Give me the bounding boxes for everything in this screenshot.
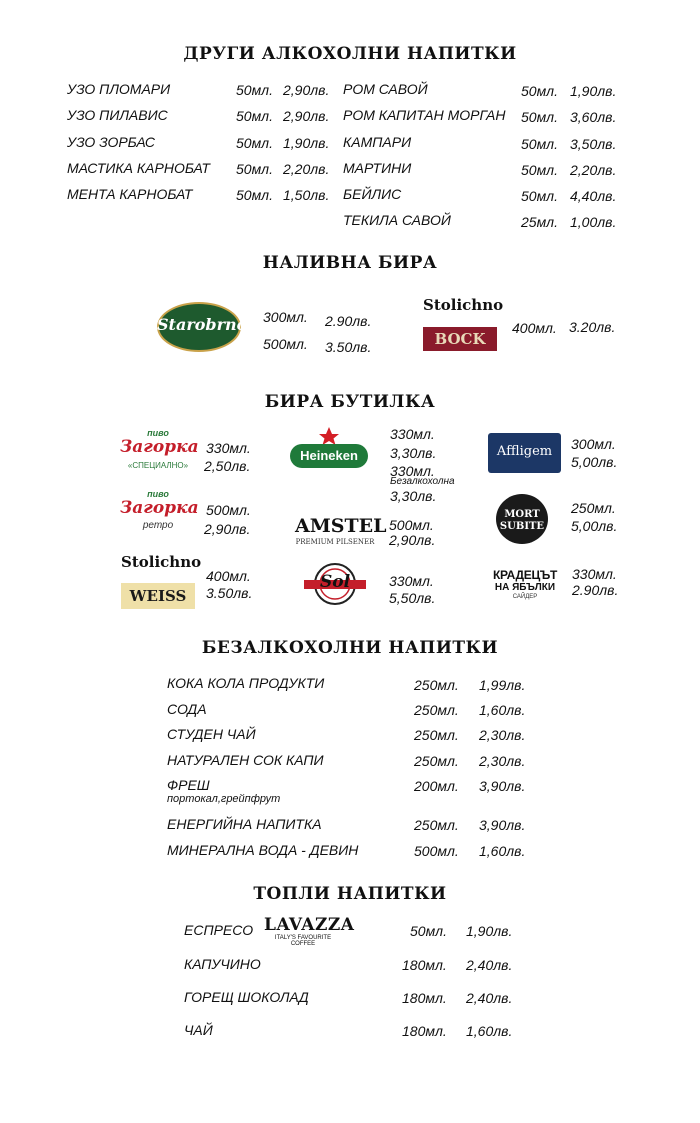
affligem-logo-text: Affligem [496,444,553,459]
item-price: 1,99лв. [479,677,526,693]
item-volume: 250мл. [414,753,459,769]
item-price: 1,50лв. [283,187,330,203]
bottle-price: 5,50лв. [389,590,436,606]
draft-volume: 400мл. [512,320,557,336]
item-volume: 250мл. [414,727,459,743]
bottle-volume: 250мл. [571,500,616,516]
fresh-note: портокал,грейпфрут [167,793,281,805]
amstel-logo-text: AMSTEL [295,515,387,537]
item-price: 1,60лв. [479,843,526,859]
bottle-price: 5,00лв. [571,454,618,470]
item-price: 1,90лв. [570,83,617,99]
section-title-draft-beer: НАЛИВНА БИРА [262,253,438,273]
item-volume: 250мл. [414,702,459,718]
stolichno-bock-logo-bottom: BOCK [423,327,497,351]
item-price: 1,60лв. [466,1023,513,1039]
item-volume: 50мл. [521,136,558,152]
item-price: 3,50лв. [570,136,617,152]
starobrno-logo [157,302,248,352]
zagorka-special-logo [120,428,199,474]
section-title-bottled-beer: БИРА БУТИЛКА [264,392,436,412]
item-name: ЕНЕРГИЙНА НАПИТКА [167,816,322,832]
zagorka-special-logo-top: пиво [147,428,169,438]
bottle-price: 3,30лв. [390,445,437,461]
item-volume: 50мл. [521,188,558,204]
kradetsat-logo-bottom: НА ЯБЪЛКИ [494,582,556,593]
item-volume: 25мл. [521,214,558,230]
sol-logo [302,560,368,608]
item-volume: 180мл. [402,957,447,973]
draft-price: 2.90лв. [325,313,372,329]
bottle-price: 3,30лв. [390,488,437,504]
item-price: 1,60лв. [479,702,526,718]
stolichno-weiss-logo [121,553,202,611]
item-name: СТУДЕН ЧАЙ [167,726,256,742]
mort-subite-logo-top: MORT [504,509,540,520]
item-name: УЗО ЗОРБАС [67,134,155,150]
bottle-price: 5,00лв. [571,518,618,534]
lavazza-logo [264,915,355,947]
item-price: 2,20лв. [570,162,617,178]
item-volume: 500мл. [414,843,459,859]
bottle-volume: 400мл. [206,568,251,584]
item-volume: 50мл. [236,108,273,124]
item-name: ЧАЙ [184,1022,213,1038]
bottle-price: 2.90лв. [572,582,619,598]
starobrno-logo-text: Starobrno [157,315,248,334]
item-volume: 50мл. [236,161,273,177]
item-price: 2,90лв. [283,108,330,124]
stolichno-bock-logo [423,296,504,354]
item-volume: 50мл. [521,109,558,125]
zagorka-special-logo-main: Загорка [120,437,199,457]
draft-price: 3.20лв. [569,319,616,335]
bottle-volume: 330мл. [390,426,435,442]
lavazza-logo-text: LAVAZZA [264,915,355,935]
bottle-volume: 500мл. [206,502,251,518]
kradetsat-logo [493,568,557,604]
item-price: 2,20лв. [283,161,330,177]
item-volume: 250мл. [414,817,459,833]
item-name: НАТУРАЛЕН СОК КАПИ [167,752,324,768]
draft-price: 3.50лв. [325,339,372,355]
item-volume: 200мл. [414,778,459,794]
bottle-price: 3.50лв. [206,585,253,601]
zagorka-retro-logo [120,489,199,533]
kradetsat-logo-top: КРАДЕЦЪТ [493,568,558,582]
item-volume: 50мл. [236,135,273,151]
item-name: УЗО ПЛОМАРИ [67,81,171,97]
item-volume: 250мл. [414,677,459,693]
zagorka-retro-logo-sub: ретро [142,520,174,531]
item-volume: 50мл. [410,923,447,939]
bottle-volume: 500мл. [389,517,434,533]
item-name: КАПУЧИНО [184,956,261,972]
item-volume: 180мл. [402,1023,447,1039]
item-price: 1,90лв. [283,135,330,151]
stolichno-weiss-logo-bottom: WEISS [121,583,195,609]
bottle-volume: 300мл. [571,436,616,452]
item-name: РОМ САВОЙ [343,81,428,97]
lavazza-logo-sub: ITALY'S FAVOURITE COFFEE [274,935,332,947]
item-name: МАСТИКА КАРНОБАТ [67,160,210,176]
item-price: 3,90лв. [479,778,526,794]
item-name: МИНЕРАЛНА ВОДА - ДЕВИН [167,842,359,858]
affligem-logo [488,433,561,473]
item-price: 1,00лв. [570,214,617,230]
item-price: 1,90лв. [466,923,513,939]
draft-volume: 500мл. [263,336,308,352]
item-volume: 180мл. [402,990,447,1006]
bottle-volume: 330мл. [390,463,435,479]
zagorka-retro-logo-top: пиво [147,489,169,499]
bottle-price: 2,50лв. [204,458,251,474]
stolichno-weiss-logo-top: Stolichno [121,553,202,571]
item-price: 2,40лв. [466,957,513,973]
item-price: 3,60лв. [570,109,617,125]
item-name: ТЕКИЛА САВОЙ [343,212,451,228]
bottle-volume: 330мл. [389,573,434,589]
item-price: 2,30лв. [479,727,526,743]
zagorka-retro-logo-main: Загорка [120,498,199,518]
item-name: СОДА [167,701,207,717]
draft-volume: 300мл. [263,309,308,325]
kradetsat-logo-sub: САЙДЕР [512,594,538,600]
non-alcoholic-note: Безалкохолна [390,476,455,487]
item-price: 2,30лв. [479,753,526,769]
item-name: КАМПАРИ [343,134,412,150]
item-price: 3,90лв. [479,817,526,833]
section-title-hot-drinks: ТОПЛИ НАПИТКИ [253,884,447,904]
item-volume: 50мл. [521,162,558,178]
section-title-other-alcohol: ДРУГИ АЛКОХОЛНИ НАПИТКИ [183,44,517,64]
zagorka-special-logo-sub: «СПЕЦИАЛНО» [127,461,189,470]
mort-subite-logo [493,494,551,544]
item-price: 4,40лв. [570,188,617,204]
item-price: 2,40лв. [466,990,513,1006]
item-name: БЕЙЛИС [343,186,402,202]
stolichno-bock-logo-top: Stolichno [423,296,504,314]
item-volume: 50мл. [236,82,273,98]
item-volume: 50мл. [521,83,558,99]
amstel-logo [295,515,387,549]
item-name: КОКА КОЛА ПРОДУКТИ [167,675,325,691]
item-name: ЕСПРЕСО [184,922,254,938]
mort-subite-logo-bottom: SUBITE [499,521,545,532]
item-name: ГОРЕЩ ШОКОЛАД [184,989,309,1005]
amstel-logo-sub: PREMIUM PILSENER [295,538,375,546]
item-name: ФРЕШ [167,777,210,793]
item-name: МЕНТА КАРНОБАТ [67,186,193,202]
item-name: МАРТИНИ [343,160,412,176]
item-volume: 50мл. [236,187,273,203]
item-price: 2,90лв. [283,82,330,98]
heineken-logo [290,426,368,484]
section-title-soft-drinks: БЕЗАЛКОХОЛНИ НАПИТКИ [201,638,499,658]
heineken-star-icon [290,426,368,446]
bottle-price: 2,90лв. [389,532,436,548]
bottle-volume: 330мл. [206,440,251,456]
heineken-logo-text: Heineken [290,444,368,468]
sol-logo-text: Sol [319,572,351,592]
item-name: РОМ КАПИТАН МОРГАН [343,107,506,123]
bottle-price: 2,90лв. [204,521,251,537]
item-name: УЗО ПИЛАВИС [67,107,168,123]
bottle-volume: 330мл. [572,566,617,582]
